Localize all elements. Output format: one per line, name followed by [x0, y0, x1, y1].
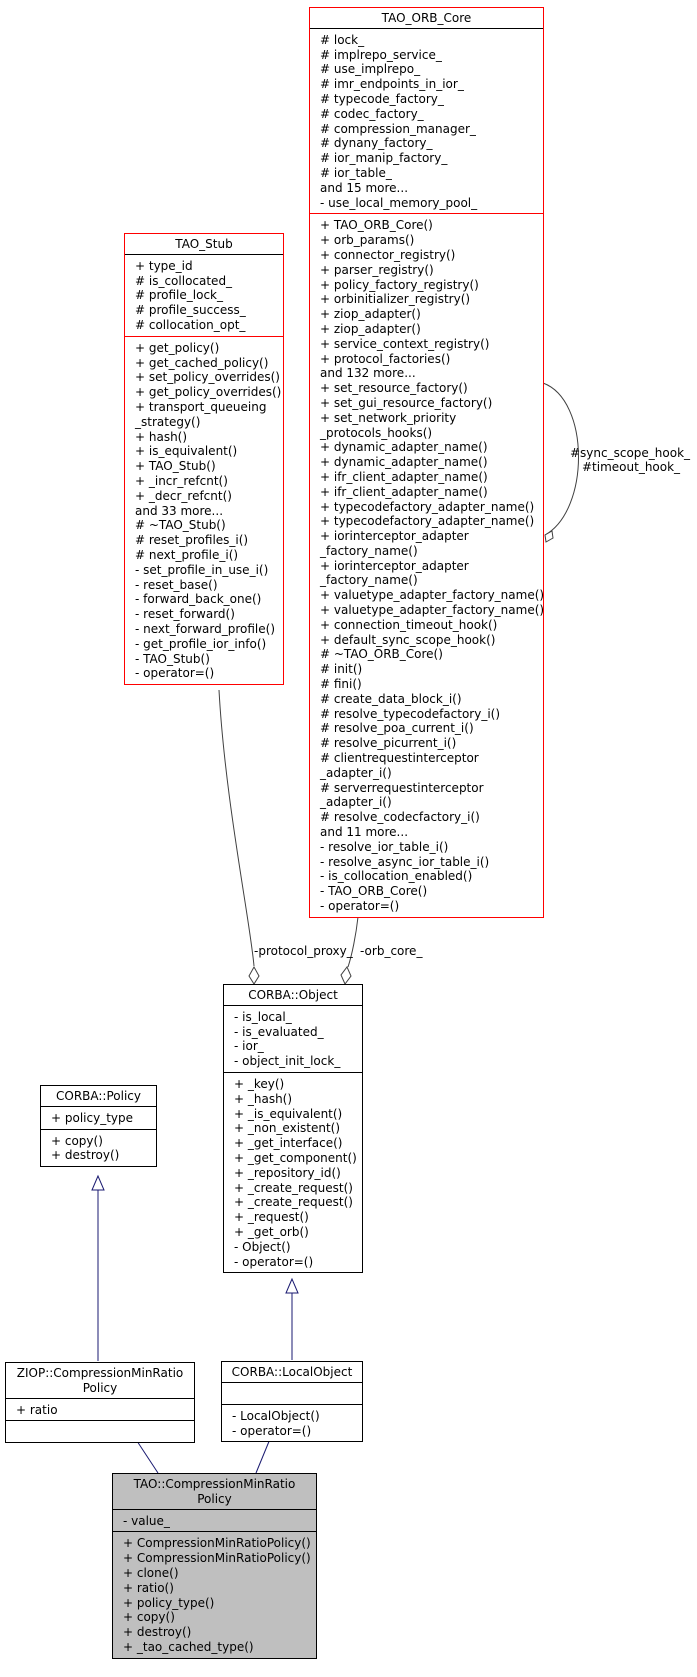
attribute-item: # ior_manip_factory_: [320, 151, 448, 166]
operation-item: _strategy(): [135, 414, 201, 429]
orb-core-diamond: [341, 967, 351, 984]
attribute-item: + ratio: [16, 1402, 58, 1417]
operation-item: + protocol_factories(): [320, 351, 451, 366]
class-operations: [41, 1129, 156, 1167]
protocol-proxy-diamond: [249, 967, 259, 984]
ziop-to-policy-arrow: [92, 1176, 104, 1190]
class-operations: [310, 213, 543, 916]
attribute-item: # use_implrepo_: [320, 62, 421, 77]
operation-item: + set_gui_resource_factory(): [320, 395, 493, 410]
operation-item: # init(): [320, 662, 363, 677]
class-ziop-compression-min-ratio-policy[interactable]: [5, 1362, 195, 1443]
class-title-line: TAO::CompressionMinRatio: [133, 1477, 296, 1491]
operation-item: + destroy(): [51, 1148, 120, 1163]
edge-label-sync-scope-hook: #sync_scope_hook_: [570, 446, 691, 460]
operation-item: + dynamic_adapter_name(): [320, 455, 488, 470]
class-corba-localobject[interactable]: [221, 1361, 363, 1442]
operation-item: - operator=(): [135, 666, 215, 681]
operation-item: and 33 more...: [135, 503, 224, 518]
operation-item: - operator=(): [320, 899, 400, 914]
operation-item: + _is_equivalent(): [234, 1106, 343, 1121]
operation-item: # resolve_poa_current_i(): [320, 721, 474, 736]
class-operations: [224, 1072, 362, 1272]
attribute-item: # compression_manager_: [320, 121, 476, 136]
orb-core-edge: [348, 917, 358, 967]
operation-item: + transport_queueing: [135, 399, 267, 414]
protocol-proxy-edge: [219, 690, 254, 966]
operation-item: + _create_request(): [234, 1195, 353, 1210]
operation-item: - set_profile_in_use_i(): [135, 562, 269, 577]
operation-item: + _incr_refcnt(): [135, 473, 228, 488]
operation-item: + _create_request(): [234, 1180, 353, 1195]
attribute-item: + type_id: [135, 258, 193, 273]
operation-item: + typecodefactory_adapter_name(): [320, 499, 535, 514]
operation-item: + get_cached_policy(): [135, 355, 269, 370]
operation-item: _adapter_i(): [320, 795, 392, 810]
attribute-item: - ior_: [234, 1039, 264, 1054]
attribute-item: # profile_success_: [135, 303, 246, 318]
operation-item: # create_data_block_i(): [320, 691, 462, 706]
class-title: TAO_Stub: [175, 237, 233, 251]
class-title: CORBA::Policy: [56, 1089, 141, 1103]
operation-item: # ~TAO_Stub(): [135, 518, 226, 533]
class-title: CORBA::LocalObject: [231, 1365, 353, 1379]
operation-item: - TAO_ORB_Core(): [320, 884, 428, 899]
operation-item: + copy(): [123, 1610, 175, 1625]
class-title: [6, 1363, 194, 1398]
operation-item: + valuetype_adapter_factory_name(): [320, 603, 545, 618]
class-operations: [125, 336, 283, 684]
operation-item: # resolve_typecodefactory_i(): [320, 706, 501, 721]
class-operations: [222, 1404, 362, 1442]
class-operations: [113, 1531, 316, 1657]
operation-item: + CompressionMinRatioPolicy(): [123, 1551, 311, 1566]
operation-item: and 11 more...: [320, 825, 409, 840]
class-tao-stub[interactable]: [124, 233, 284, 685]
class-title: TAO_ORB_Core: [381, 11, 472, 25]
operation-item: - next_forward_profile(): [135, 621, 276, 636]
operation-item: # next_profile_i(): [135, 547, 239, 562]
operation-item: - reset_forward(): [135, 607, 235, 622]
operation-item: - operator=(): [232, 1423, 312, 1438]
class-operations: [6, 1420, 194, 1442]
operation-item: + copy(): [51, 1133, 103, 1148]
attribute-item: and 15 more...: [320, 180, 409, 195]
operation-item: + TAO_ORB_Core(): [320, 218, 433, 233]
class-attributes: [41, 1106, 156, 1129]
operation-item: # clientrequestinterceptor: [320, 751, 479, 766]
attribute-item: - use_local_memory_pool_: [320, 195, 478, 210]
operation-item: # fini(): [320, 677, 362, 692]
operation-item: + is_equivalent(): [135, 444, 238, 459]
operation-item: # ~TAO_ORB_Core(): [320, 647, 443, 662]
operation-item: - reset_base(): [135, 577, 218, 592]
operation-item: _factory_name(): [320, 543, 418, 558]
operation-item: + hash(): [135, 429, 188, 444]
operation-item: _protocols_hooks(): [320, 425, 433, 440]
operation-item: + iorinterceptor_adapter: [320, 558, 469, 573]
operation-item: - is_collocation_enabled(): [320, 869, 473, 884]
class-attributes: [222, 1382, 362, 1404]
attribute-item: # collocation_opt_: [135, 317, 246, 332]
attribute-item: # typecode_factory_: [320, 91, 444, 106]
attribute-item: # dynany_factory_: [320, 136, 433, 151]
operation-item: + ziop_adapter(): [320, 321, 421, 336]
operation-item: - TAO_Stub(): [135, 651, 210, 666]
operation-item: + set_policy_overrides(): [135, 370, 280, 385]
operation-item: _factory_name(): [320, 573, 418, 588]
operation-item: + orbinitializer_registry(): [320, 292, 471, 307]
operation-item: + _decr_refcnt(): [135, 488, 232, 503]
class-title-line: Policy: [197, 1491, 232, 1506]
operation-item: - get_profile_ior_info(): [135, 636, 267, 651]
class-title-line: Policy: [82, 1380, 118, 1395]
attribute-item: - is_evaluated_: [234, 1024, 324, 1039]
operation-item: + connection_timeout_hook(): [320, 617, 498, 632]
operation-item: + set_network_priority: [320, 410, 457, 425]
edge-label-protocol-proxy: -protocol_proxy_: [254, 944, 353, 958]
attribute-item: # ior_table_: [320, 165, 392, 180]
attribute-item: + policy_type: [51, 1110, 134, 1125]
tao-to-localobject-edge: [256, 1439, 270, 1473]
operation-item: + policy_type(): [123, 1595, 215, 1610]
operation-item: + parser_registry(): [320, 262, 434, 277]
operation-item: + _hash(): [234, 1091, 293, 1106]
class-attributes: [310, 28, 543, 214]
class-tao-compression-min-ratio-policy[interactable]: [112, 1473, 317, 1659]
attribute-item: # is_collocated_: [135, 273, 233, 288]
operation-item: + _get_interface(): [234, 1136, 343, 1151]
attribute-item: # imr_endpoints_in_ior_: [320, 77, 464, 92]
attribute-item: - object_init_lock_: [234, 1054, 341, 1069]
class-attributes: [224, 1005, 362, 1072]
attribute-item: - is_local_: [234, 1009, 292, 1024]
operation-item: + service_context_registry(): [320, 336, 490, 351]
class-title: [113, 1474, 316, 1509]
operation-item: + _tao_cached_type(): [123, 1639, 254, 1654]
operation-item: + ifr_client_adapter_name(): [320, 469, 488, 484]
operation-item: + destroy(): [123, 1625, 192, 1640]
class-corba-object[interactable]: [223, 984, 363, 1273]
operation-item: + CompressionMinRatioPolicy(): [123, 1536, 311, 1551]
operation-item: + TAO_Stub(): [135, 459, 216, 474]
self-association-diamond: [545, 531, 553, 542]
edge-label-orb-core: -orb_core_: [360, 944, 423, 958]
operation-item: + ziop_adapter(): [320, 307, 421, 322]
class-attributes: [125, 254, 283, 336]
operation-item: # resolve_picurrent_i(): [320, 736, 457, 751]
operation-item: + dynamic_adapter_name(): [320, 440, 488, 455]
operation-item: + ratio(): [123, 1580, 174, 1595]
operation-item: # reset_profiles_i(): [135, 533, 249, 548]
localobject-to-object-arrow: [286, 1279, 298, 1293]
operation-item: and 132 more...: [320, 366, 416, 381]
class-attributes: [113, 1509, 316, 1532]
attribute-item: - value_: [123, 1513, 170, 1528]
operation-item: # resolve_codecfactory_i(): [320, 810, 480, 825]
attribute-item: # lock_: [320, 32, 365, 47]
operation-item: + policy_factory_registry(): [320, 277, 479, 292]
class-title: CORBA::Object: [248, 988, 338, 1002]
class-tao-orb-core[interactable]: [309, 7, 544, 918]
operation-item: - forward_back_one(): [135, 592, 262, 607]
operation-item: + _get_component(): [234, 1150, 357, 1165]
operation-item: + ifr_client_adapter_name(): [320, 484, 488, 499]
operation-item: + orb_params(): [320, 233, 415, 248]
edge-label-timeout-hook: #timeout_hook_: [582, 460, 681, 474]
operation-item: + get_policy(): [135, 340, 220, 355]
class-title-line: ZIOP::CompressionMinRatio: [16, 1366, 184, 1380]
operation-item: - Object(): [234, 1239, 291, 1254]
operation-item: + get_policy_overrides(): [135, 385, 282, 400]
operation-item: + connector_registry(): [320, 247, 456, 262]
operation-item: + _repository_id(): [234, 1165, 341, 1180]
operation-item: + _get_orb(): [234, 1224, 309, 1239]
operation-item: + default_sync_scope_hook(): [320, 632, 496, 647]
operation-item: - resolve_async_ior_table_i(): [320, 854, 490, 869]
operation-item: + _key(): [234, 1076, 285, 1091]
operation-item: - resolve_ior_table_i(): [320, 839, 449, 854]
operation-item: + _request(): [234, 1210, 309, 1225]
operation-item: - operator=(): [234, 1254, 314, 1269]
operation-item: + valuetype_adapter_factory_name(): [320, 588, 545, 603]
operation-item: + set_resource_factory(): [320, 381, 468, 396]
attribute-item: # implrepo_service_: [320, 47, 442, 62]
attribute-item: # codec_factory_: [320, 106, 424, 121]
operation-item: _adapter_i(): [320, 765, 392, 780]
operation-item: # serverrequestinterceptor: [320, 780, 484, 795]
operation-item: - LocalObject(): [232, 1408, 320, 1423]
operation-item: + typecodefactory_adapter_name(): [320, 514, 535, 529]
operation-item: + iorinterceptor_adapter: [320, 529, 469, 544]
class-attributes: [6, 1398, 194, 1421]
class-corba-policy[interactable]: [40, 1085, 157, 1167]
operation-item: + clone(): [123, 1565, 179, 1580]
operation-item: + _non_existent(): [234, 1121, 341, 1136]
attribute-item: # profile_lock_: [135, 288, 223, 303]
